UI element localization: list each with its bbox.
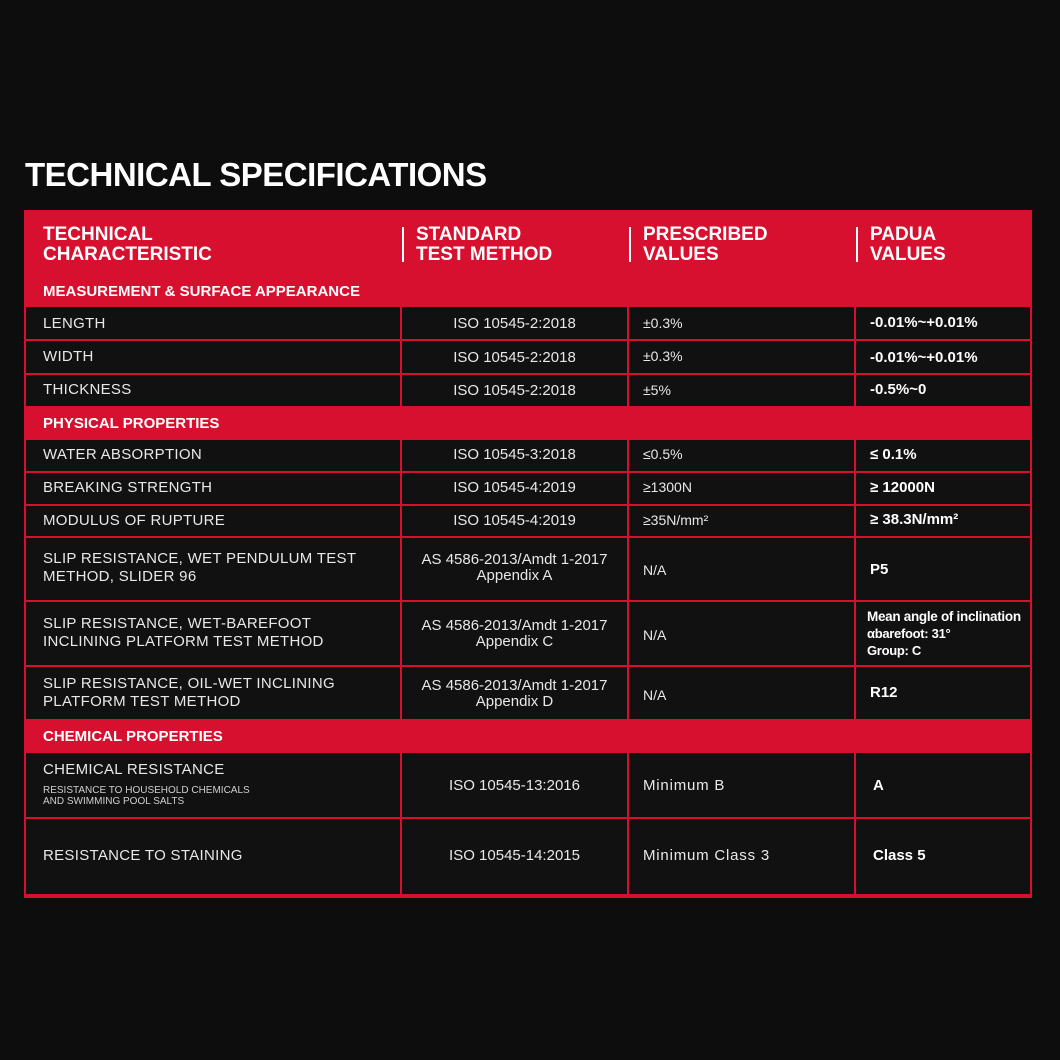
row-characteristic: CHEMICAL RESISTANCE	[43, 761, 225, 778]
row-method: ISO 10545-14:2015	[449, 847, 580, 864]
row-note: RESISTANCE TO HOUSEHOLD CHEMICALS	[43, 785, 250, 796]
row-padua: ≥ 38.3N/mm²	[870, 511, 959, 528]
row-prescribed: N/A	[643, 562, 667, 578]
table-row	[26, 473, 1030, 504]
table-header	[24, 210, 1032, 274]
row-padua: αbarefoot: 31°	[867, 626, 951, 641]
row-prescribed: ±0.3%	[643, 315, 683, 331]
row-characteristic: BREAKING STRENGTH	[43, 479, 213, 496]
section-label: CHEMICAL PROPERTIES	[43, 728, 223, 745]
row-prescribed: ≥1300N	[643, 479, 692, 495]
row-padua: -0.01%~+0.01%	[870, 314, 978, 331]
row-characteristic: SLIP RESISTANCE, WET PENDULUM TEST	[43, 550, 357, 567]
header-characteristic: TECHNICAL CHARACTERISTIC	[43, 224, 212, 265]
row-method: ISO 10545-2:2018	[453, 382, 576, 399]
row-prescribed: N/A	[643, 627, 667, 643]
row-method: ISO 10545-13:2016	[449, 777, 580, 794]
section-chemical	[24, 721, 1032, 751]
row-characteristic: THICKNESS	[43, 381, 132, 398]
row-characteristic: RESISTANCE TO STAINING	[43, 847, 243, 864]
row-padua: ≤ 0.1%	[870, 446, 917, 463]
row-prescribed: ≤0.5%	[643, 446, 683, 462]
row-characteristic: PLATFORM TEST METHOD	[43, 693, 241, 710]
row-method: Appendix C	[475, 633, 554, 650]
table-row	[26, 538, 1030, 600]
table-row	[26, 667, 1030, 719]
row-method: ISO 10545-2:2018	[453, 349, 576, 366]
row-padua: ≥ 12000N	[870, 479, 935, 496]
header-padua: PADUA VALUES	[856, 225, 946, 265]
row-padua: P5	[870, 561, 889, 578]
row-characteristic: SLIP RESISTANCE, OIL-WET INCLINING	[43, 675, 335, 692]
table-row	[26, 602, 1030, 665]
row-characteristic: MODULUS OF RUPTURE	[43, 512, 226, 529]
section-measurement	[24, 276, 1032, 306]
row-prescribed: ±5%	[643, 382, 671, 398]
row-characteristic: INCLINING PLATFORM TEST METHOD	[43, 633, 324, 650]
row-padua: -0.01%~+0.01%	[870, 349, 978, 366]
table-row	[26, 753, 1030, 817]
header-method: STANDARD TEST METHOD	[402, 225, 552, 265]
row-padua: A	[873, 777, 884, 794]
row-characteristic: METHOD, SLIDER 96	[43, 568, 197, 585]
table-row	[26, 307, 1030, 339]
row-characteristic: WATER ABSORPTION	[43, 446, 202, 463]
row-method: Appendix D	[475, 693, 554, 710]
row-method: AS 4586-2013/Amdt 1-2017	[421, 677, 608, 694]
table-row	[26, 440, 1030, 471]
row-prescribed: ≥35N/mm²	[643, 512, 709, 528]
row-prescribed: Minimum B	[643, 777, 726, 794]
row-padua: -0.5%~0	[870, 381, 927, 398]
section-label: PHYSICAL PROPERTIES	[43, 415, 220, 432]
header-prescribed: PRESCRIBED VALUES	[629, 225, 768, 265]
row-prescribed: ±0.3%	[643, 348, 683, 364]
row-characteristic: WIDTH	[43, 348, 94, 365]
table-row	[26, 375, 1030, 406]
row-prescribed: N/A	[643, 687, 667, 703]
row-method: AS 4586-2013/Amdt 1-2017	[421, 617, 608, 634]
section-physical	[24, 408, 1032, 438]
row-prescribed: Minimum Class 3	[643, 847, 771, 864]
table-row	[26, 819, 1030, 894]
table-row	[26, 341, 1030, 373]
spec-table	[24, 210, 1032, 898]
row-note: AND SWIMMING POOL SALTS	[43, 796, 185, 807]
section-label: MEASUREMENT & SURFACE APPEARANCE	[43, 283, 360, 300]
row-method: ISO 10545-2:2018	[453, 315, 576, 332]
table-row	[26, 506, 1030, 536]
row-characteristic: LENGTH	[43, 315, 106, 332]
row-method: AS 4586-2013/Amdt 1-2017	[421, 551, 608, 568]
row-method: Appendix A	[476, 567, 553, 584]
row-padua: Class 5	[873, 847, 926, 864]
row-method: ISO 10545-4:2019	[453, 512, 576, 529]
row-method: ISO 10545-4:2019	[453, 479, 576, 496]
row-characteristic: SLIP RESISTANCE, WET-BAREFOOT	[43, 615, 312, 632]
page-title: TECHNICAL SPECIFICATIONS	[25, 156, 487, 193]
row-method: ISO 10545-3:2018	[453, 446, 576, 463]
row-padua: R12	[870, 684, 898, 701]
row-padua: Group: C	[867, 643, 921, 658]
row-padua: Mean angle of inclination	[867, 609, 1021, 624]
